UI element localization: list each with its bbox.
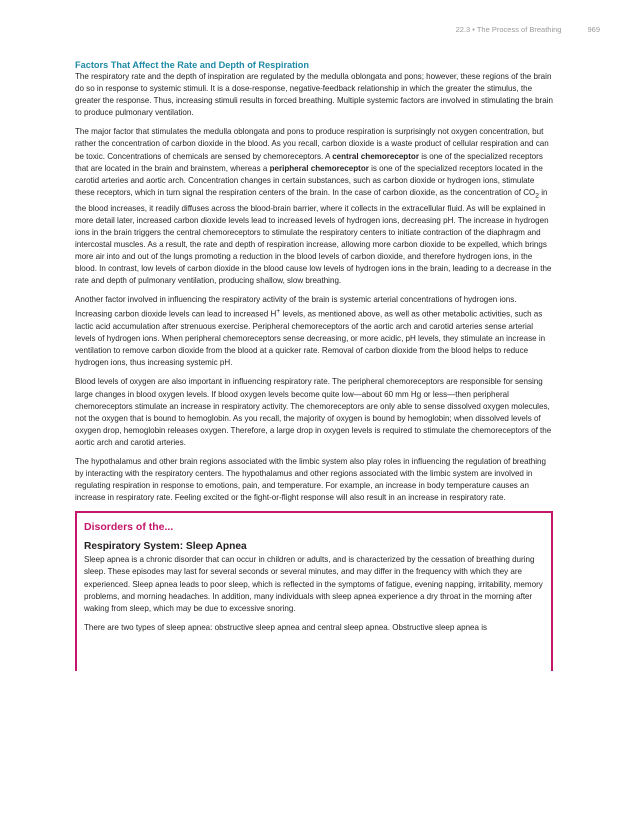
paragraph-3-part-b: levels, as mentioned above, as well as other metabolic activities, such as lactic acid accumulation after strenuous exercise. Peripheral chemoreceptors of the aortic arch and carotid arteries sense arterial levels of hydrogen ions. When peripheral chemoreceptors sense decreasing, or more acidic, pH levels, they stimulate an increase in ventilation to remove carbon dioxide from the blood at a quicker rate. Removal of carbon dioxide from the blood helps to reduce hydrogen ions, thus increasing systemic pH. bbox=[75, 309, 546, 368]
feature-paragraph-1: Sleep apnea is a chronic disorder that can occur in children or adults, and is characterized by the cessation of breathing during sleep. These episodes may last for several seconds or several minutes, and may differ in the frequency with which they are experienced. Sleep apnea leads to poor sleep, which is reflected in the symptoms of fatigue, evening napping, irritability, memory problems, and morning headaches. In addition, many individuals with sleep apnea experience a dry throat in the morning after waking from sleep, which may be due to excessive snoring. bbox=[84, 555, 543, 613]
paragraph-3-part-a: Another factor involved in influencing the respiratory activity of the brain is systemic arterial concentrations of hydrogen ions. Increasing carbon dioxide levels can lead to increased H bbox=[75, 295, 517, 319]
feature-paragraph-2: There are two types of sleep apnea: obstructive sleep apnea and central sleep apnea. Obstructive sleep apnea is bbox=[84, 622, 488, 632]
running-head-section: 22.3 • The Process of Breathing bbox=[455, 25, 562, 34]
term-peripheral-chemoreceptor: peripheral chemoreceptor bbox=[269, 163, 369, 173]
running-head bbox=[456, 25, 600, 34]
disorders-feature-box bbox=[75, 511, 553, 671]
section-heading: Factors That Affect the Rate and Depth of Respiration bbox=[75, 60, 309, 70]
paragraph-2-part-b: is one of the specialized receptors that are located in the brain and brainstem, whereas a bbox=[75, 151, 543, 173]
paragraph-2-part-c: is one of the specialized receptors located in the carotid arteries and aortic arch. Concentration changes in certain substances, such as carbon dioxide or hydrogen ions, stimulate these receptors, which in turn signal the respiration centers of the brain. In the case of carbon dioxide, as the concentration of CO bbox=[75, 163, 543, 197]
page-number: 969 bbox=[587, 25, 600, 34]
main-content bbox=[75, 60, 553, 671]
paragraph-2-part-a: The major factor that stimulates the medulla oblongata and pons to produce respiration is surprisingly not oxygen concentration, but rather the concentration of carbon dioxide in the blood. As you recall, carbon dioxide is a waste product of cellular respiration and can be toxic. Concentrations of chemicals are sensed by chemoreceptors. A bbox=[75, 127, 549, 161]
feature-title: Respiratory System: Sleep Apnea bbox=[84, 541, 247, 553]
co2-subscript: 2 bbox=[535, 192, 540, 200]
paragraph-3 bbox=[75, 294, 553, 369]
paragraph-2 bbox=[75, 126, 553, 287]
paragraph-5: The hypothalamus and other brain regions associated with the limbic system also play roles in influencing the regulation of breathing by interacting with the respiratory centers. The hypothalamus and other regions associated with the limbic system are involved in regulating respiration in response to emotions, pain, and temperature. For example, an increase in body temperature causes an increase in respiratory rate. Feeling excited or the fight-or-flight response will also result in an increase in respiratory rate. bbox=[75, 457, 547, 503]
term-central-chemoreceptor: central chemoreceptor bbox=[332, 151, 419, 161]
feature-label: Disorders of the... bbox=[84, 521, 174, 534]
hydrogen-superscript: + bbox=[276, 308, 281, 316]
paragraph-4: Blood levels of oxygen are also important in influencing respiratory rate. The peripheral chemoreceptors are responsible for sensing large changes in blood oxygen levels. If blood oxygen levels become quite low—about 60 mm Hg or less—then peripheral chemoreceptors stimulate an increase in respiratory activity. The chemoreceptors are only able to sense dissolved oxygen molecules, not the oxygen that is bound to hemoglobin. As you recall, the majority of oxygen is bound by hemoglobin; when dissolved levels of oxygen drop, hemoglobin releases oxygen. Therefore, a large drop in oxygen levels is required to stimulate the chemoreceptors of the aortic arch and carotid arteries. bbox=[75, 377, 552, 447]
paragraph-1: The respiratory rate and the depth of inspiration are regulated by the medulla oblongata and pons; however, these regions of the brain do so in response to systemic stimuli. It is a dose-response, negative-feedback relationship in which the greater the stimulus, the greater the response. Thus, increasing stimuli results in forced breathing. Multiple systemic factors are involved in stimulating the brain to produce pulmonary ventilation. bbox=[75, 72, 553, 118]
paragraph-2-part-d: in the blood increases, it readily diffuses across the blood-brain barrier, where it collects in the extracellular fluid. As will be explained in more detail later, increased carbon dioxide levels lead to increased levels of hydrogen ions, decreasing pH. The increase in hydrogen ions in the brain triggers the central chemoreceptors to stimulate the respiratory centers to initiate contraction of the diaphragm and intercostal muscles. As a result, the rate and depth of respiration increase, allowing more carbon dioxide to be expelled, which brings more air into and out of the lungs promoting a reduction in the blood levels of carbon dioxide, and therefore hydrogen ions, in the blood. In contrast, low levels of carbon dioxide in the blood cause low levels of hydrogen ions in the brain, leading to a decrease in the rate and depth of pulmonary ventilation, producing shallow, slow breathing. bbox=[75, 187, 552, 286]
